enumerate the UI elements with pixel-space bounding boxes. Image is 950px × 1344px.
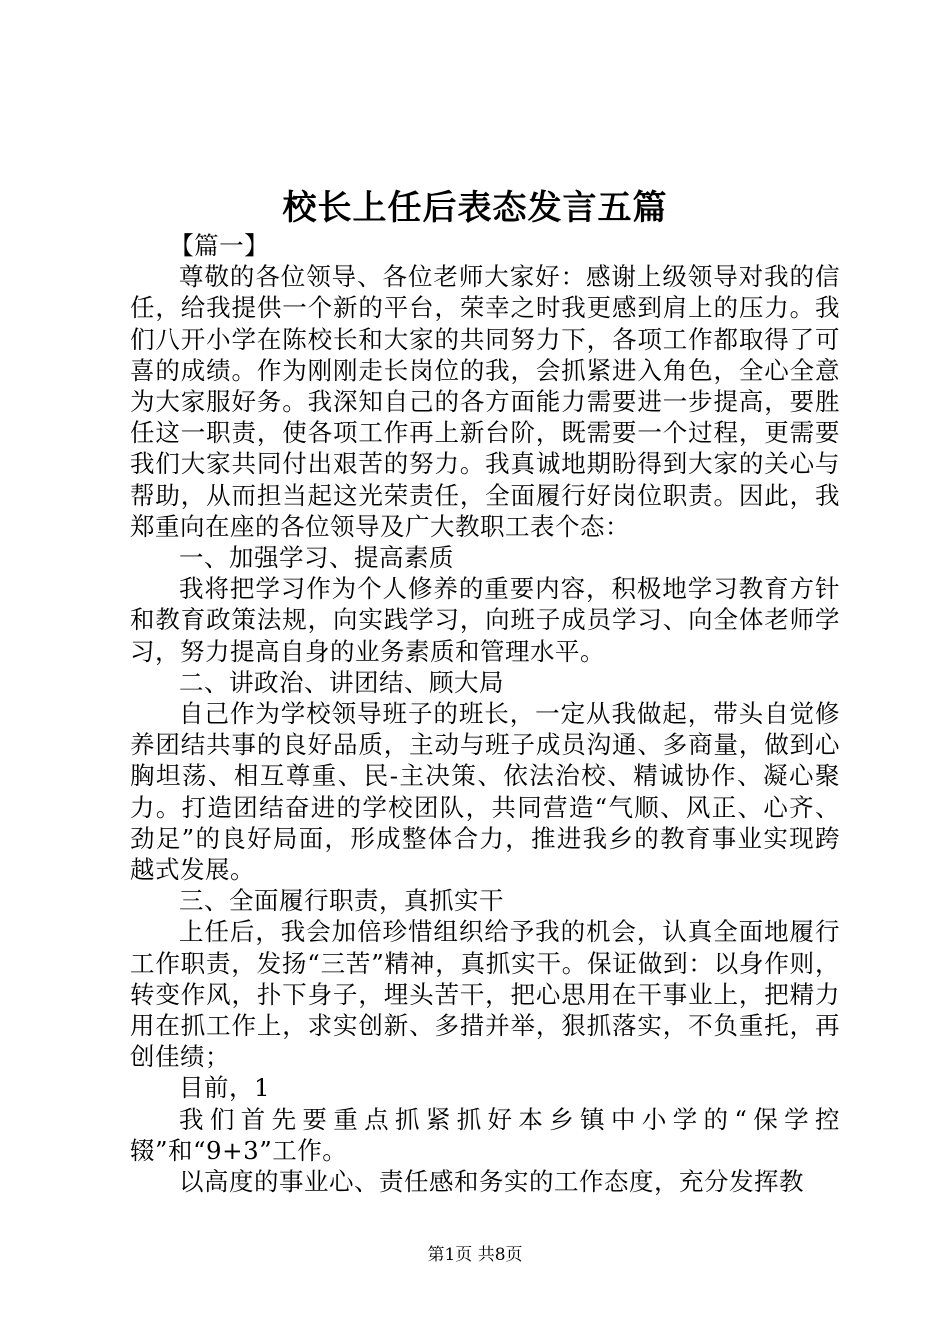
document-body: [130, 230, 840, 1197]
paragraph: 自己作为学校领导班子的班长，一定从我做起，带头自觉修养团结共事的良好品质，主动与班子成员沟通、多商量，做到心胸坦荡、相互尊重、民-主决策、依法治校、精诚协作、凝心聚力。打造团结奋进的学校团队，共同营造“气顺、风正、心齐、劲足”的良好局面，形成整体合力，推进我乡的教育事业实现跨越式发展。: [130, 699, 840, 885]
section-heading: 三、全面履行职责，真抓实干: [179, 886, 504, 916]
paragraph: 以高度的事业心、责任感和务实的工作态度，充分发挥教: [179, 1167, 804, 1197]
page-footer: 第1页 共8页: [427, 1245, 523, 1265]
paragraph: 我们首先要重点抓紧抓好本乡镇中小学的“保学控辍”和“9+3”工作。: [130, 1104, 840, 1165]
section-label: 【篇一】: [169, 231, 270, 260]
paragraph: 目前，1: [179, 1073, 271, 1103]
page-title: 校长上任后表态发言五篇: [282, 188, 668, 228]
paragraph: 尊敬的各位领导、各位老师大家好：感谢上级领导对我的信任，给我提供一个新的平台，荣幸之时我更感到肩上的压力。我们八开小学在陈校长和大家的共同努力下，各项工作都取得了可喜的成绩。作为刚刚走长岗位的我，会抓紧进入角色，全心全意为大家服好务。我深知自己的各方面能力需要进一步提高，要胜任这一职责，使各项工作再上新台阶，既需要一个过程，更需要我们大家共同付出艰苦的努力。我真诚地期盼得到大家的关心与帮助，从而担当起这光荣责任，全面履行好岗位职责。因此，我郑重向在座的各位领导及广大教职工表个态：: [130, 262, 840, 541]
section-heading: 二、讲政治、讲团结、顾大局: [179, 667, 504, 697]
section-heading: 一、加强学习、提高素质: [179, 543, 454, 573]
paragraph: 我将把学习作为个人修养的重要内容，积极地学习教育方针和教育政策法规，向实践学习，向班子成员学习、向全体老师学习，努力提高自身的业务素质和管理水平。: [130, 574, 840, 666]
paragraph: 上任后，我会加倍珍惜组织给予我的机会，认真全面地履行工作职责，发扬“三苦”精神，真抓实干。保证做到：以身作则，转变作风，扑下身子，埋头苦干，把心思用在干事业上，把精力用在抓工作上，求实创新、多措并举，狠抓落实，不负重托，再创佳绩；: [130, 917, 840, 1072]
